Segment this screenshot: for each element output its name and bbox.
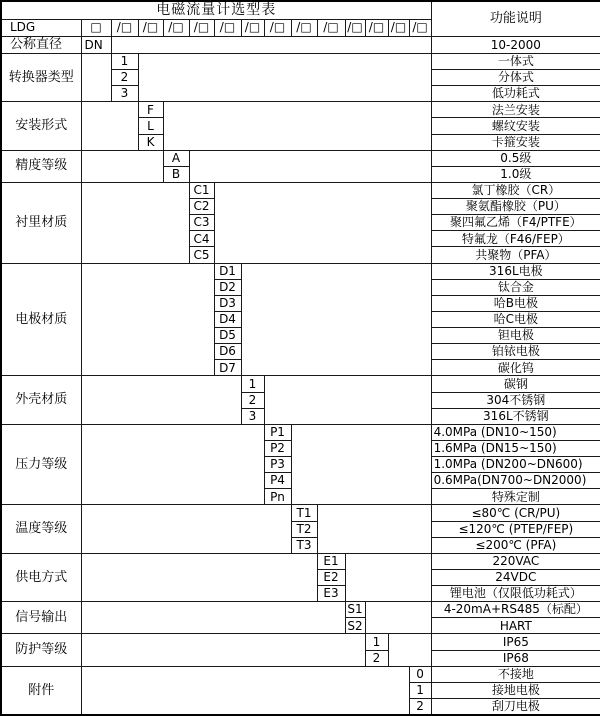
group-0-label: 转换器类型 (1, 53, 81, 101)
model-prefix: LDG (1, 19, 81, 36)
spacer-cell (291, 424, 431, 505)
group-6-code-2: P3 (264, 457, 291, 473)
model-box-5: /□ (214, 19, 241, 36)
group-9-value-0: 4-20mA+RS485（标配） (431, 602, 600, 618)
group-3-value-4: 共聚物（PFA） (431, 247, 600, 263)
group-3-value-1: 聚氨酯橡胶（PU） (431, 199, 600, 215)
group-4-value-0: 316L电极 (431, 263, 600, 279)
group-3-label: 衬里材质 (1, 182, 81, 263)
group-2-code-1: B (163, 166, 189, 182)
group-6-label: 压力等级 (1, 424, 81, 505)
group-4-code-2: D3 (214, 295, 241, 311)
spacer-cell (345, 553, 431, 601)
group-10-value-0: IP65 (431, 634, 600, 650)
group-1-value-0: 法兰安装 (431, 102, 600, 118)
spacer-cell (81, 182, 189, 263)
group-4-code-6: D7 (214, 360, 241, 376)
model-box-10: /□ (345, 19, 365, 36)
model-base-box: □ (81, 19, 111, 36)
group-3-code-0: C1 (189, 182, 214, 198)
group-4-code-4: D5 (214, 328, 241, 344)
group-4-value-4: 钽电极 (431, 328, 600, 344)
group-3-code-2: C3 (189, 215, 214, 231)
model-box-12: /□ (388, 19, 409, 36)
group-1-value-1: 螺纹安装 (431, 118, 600, 134)
group-4-code-1: D2 (214, 279, 241, 295)
group-9-label: 信号输出 (1, 602, 81, 634)
spacer-cell (81, 666, 409, 715)
spacer-cell (189, 150, 431, 182)
spacer-cell (81, 424, 264, 505)
group-0-code-2: 3 (111, 86, 138, 102)
group-6-value-3: 0.6MPa(DN700~DN2000) (431, 473, 600, 489)
function-column-header: 功能说明 (431, 1, 600, 36)
group-4-code-5: D6 (214, 344, 241, 360)
group-6-code-4: Pn (264, 489, 291, 505)
group-3-value-2: 聚四氟乙烯（F4/PTFE） (431, 215, 600, 231)
group-1-code-2: K (138, 134, 163, 150)
group-6-code-0: P1 (264, 424, 291, 440)
group-6-code-1: P2 (264, 440, 291, 456)
group-4-label: 电极材质 (1, 263, 81, 376)
dn-label: 公称直径 (1, 36, 81, 53)
group-7-label: 温度等级 (1, 505, 81, 553)
model-box-13: /□ (409, 19, 431, 36)
group-5-code-1: 2 (241, 392, 264, 408)
group-5-value-0: 碳钢 (431, 376, 600, 392)
group-5-value-1: 304不锈钢 (431, 392, 600, 408)
spacer-cell (111, 36, 431, 53)
table-title: 电磁流量计选型表 (1, 1, 431, 19)
group-10-code-1: 2 (365, 650, 388, 666)
group-10-label: 防护等级 (1, 634, 81, 666)
group-11-label: 附件 (1, 666, 81, 715)
group-7-code-2: T3 (291, 537, 317, 553)
group-5-label: 外壳材质 (1, 376, 81, 424)
group-6-code-3: P4 (264, 473, 291, 489)
group-9-code-1: S2 (345, 618, 365, 634)
group-0-code-1: 2 (111, 70, 138, 86)
group-0-value-2: 低功耗式 (431, 86, 600, 102)
spacer-cell (81, 505, 291, 553)
spacer-cell (214, 182, 431, 263)
group-7-value-0: ≤80℃ (CR/PU) (431, 505, 600, 521)
group-10-value-1: IP68 (431, 650, 600, 666)
spacer-cell (81, 150, 163, 182)
dn-code: DN (81, 36, 111, 53)
group-0-code-0: 1 (111, 53, 138, 69)
group-2-label: 精度等级 (1, 150, 81, 182)
model-box-1: /□ (111, 19, 138, 36)
group-4-value-2: 哈B电极 (431, 295, 600, 311)
group-11-code-2: 2 (409, 698, 431, 715)
group-6-value-4: 特殊定制 (431, 489, 600, 505)
spacer-cell (388, 634, 431, 666)
spacer-cell (264, 376, 431, 424)
group-5-value-2: 316L不锈钢 (431, 408, 600, 424)
group-7-value-2: ≤200℃ (PFA) (431, 537, 600, 553)
group-4-code-0: D1 (214, 263, 241, 279)
group-1-value-2: 卡箍安装 (431, 134, 600, 150)
group-6-value-1: 1.6MPa (DN15~150) (431, 440, 600, 456)
group-4-value-1: 钛合金 (431, 279, 600, 295)
model-box-7: /□ (264, 19, 291, 36)
group-11-value-2: 刮刀电极 (431, 698, 600, 715)
group-3-code-3: C4 (189, 231, 214, 247)
group-1-code-1: L (138, 118, 163, 134)
spacer-cell (81, 553, 317, 601)
group-7-value-1: ≤120℃ (PTEP/FEP) (431, 521, 600, 537)
spacer-cell (81, 102, 138, 150)
group-2-code-0: A (163, 150, 189, 166)
group-2-value-1: 1.0级 (431, 166, 600, 182)
spacer-cell (81, 263, 214, 376)
group-8-label: 供电方式 (1, 553, 81, 601)
model-box-11: /□ (365, 19, 388, 36)
group-7-code-0: T1 (291, 505, 317, 521)
spacer-cell (241, 263, 431, 376)
group-4-value-5: 铂铱电极 (431, 344, 600, 360)
group-0-value-1: 分体式 (431, 70, 600, 86)
group-6-value-2: 1.0MPa (DN200~DN600) (431, 457, 600, 473)
group-3-code-1: C2 (189, 199, 214, 215)
group-5-code-0: 1 (241, 376, 264, 392)
group-8-code-0: E1 (317, 553, 345, 569)
group-9-code-0: S1 (345, 602, 365, 618)
model-box-8: /□ (291, 19, 317, 36)
group-1-label: 安装形式 (1, 102, 81, 150)
model-box-2: /□ (138, 19, 163, 36)
model-box-9: /□ (317, 19, 345, 36)
spacer-cell (81, 602, 345, 634)
spacer-cell (81, 53, 111, 101)
dn-value: 10-2000 (431, 36, 600, 53)
group-4-code-3: D4 (214, 311, 241, 327)
group-6-value-0: 4.0MPa (DN10~150) (431, 424, 600, 440)
spacer-cell (163, 102, 431, 150)
group-2-value-0: 0.5级 (431, 150, 600, 166)
group-4-value-3: 哈C电极 (431, 311, 600, 327)
group-5-code-2: 3 (241, 408, 264, 424)
spacer-cell (81, 634, 365, 666)
group-11-code-1: 1 (409, 682, 431, 698)
model-box-3: /□ (163, 19, 189, 36)
group-3-value-0: 氯丁橡胶（CR） (431, 182, 600, 198)
group-11-code-0: 0 (409, 666, 431, 682)
group-1-code-0: F (138, 102, 163, 118)
group-8-code-2: E3 (317, 586, 345, 602)
group-10-code-0: 1 (365, 634, 388, 650)
group-8-value-1: 24VDC (431, 569, 600, 585)
group-7-code-1: T2 (291, 521, 317, 537)
model-box-4: /□ (189, 19, 214, 36)
spacer-cell (138, 53, 431, 101)
spacer-cell (317, 505, 431, 553)
group-8-value-0: 220VAC (431, 553, 600, 569)
model-box-6: /□ (241, 19, 264, 36)
group-11-value-0: 不接地 (431, 666, 600, 682)
group-3-code-4: C5 (189, 247, 214, 263)
group-4-value-6: 碳化钨 (431, 360, 600, 376)
group-9-value-1: HART (431, 618, 600, 634)
spacer-cell (365, 602, 431, 634)
group-0-value-0: 一体式 (431, 53, 600, 69)
group-8-value-2: 锂电池（仅限低功耗式） (431, 586, 600, 602)
spacer-cell (81, 376, 241, 424)
group-3-value-3: 特氟龙（F46/FEP） (431, 231, 600, 247)
group-11-value-1: 接地电极 (431, 682, 600, 698)
group-8-code-1: E2 (317, 569, 345, 585)
